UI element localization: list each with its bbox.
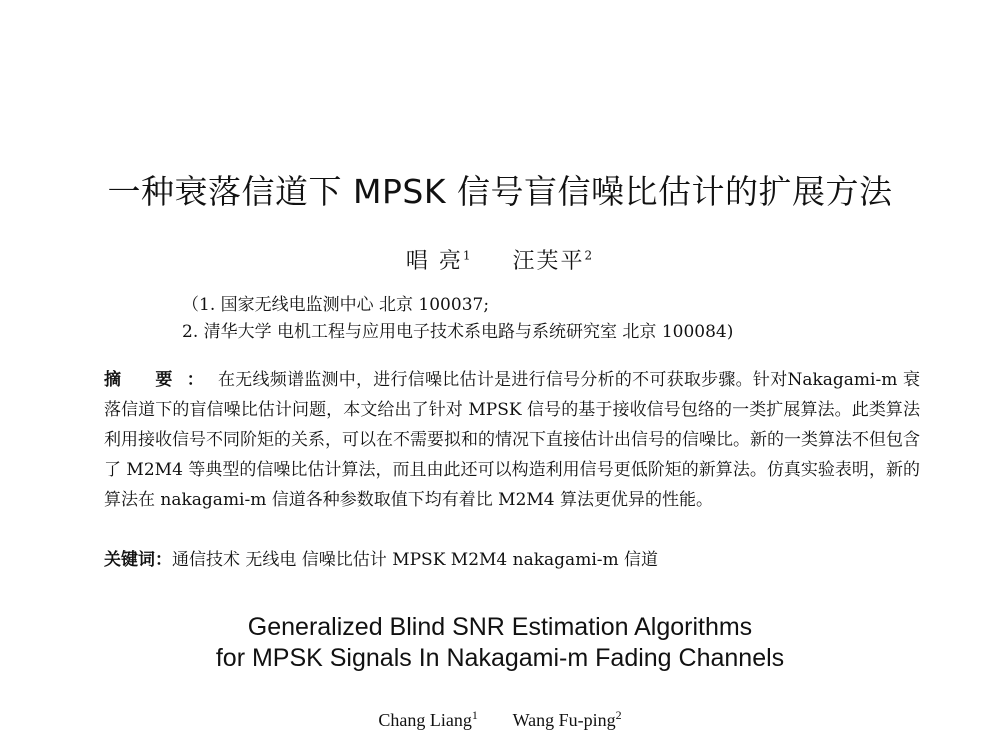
- authors-cn: [0, 244, 1000, 275]
- paper-title-en: [0, 612, 1000, 674]
- paper-title-cn: 一种衰落信道下 MPSK 信号盲信噪比估计的扩展方法: [107, 172, 893, 211]
- title-en-line-1: Generalized Blind SNR Estimation Algorithms: [247, 613, 753, 641]
- keywords-text: 通信技术 无线电 信噪比估计 MPSK M2M4 nakagami-m 信道: [172, 550, 659, 570]
- affiliation-1: （1. 国家无线电监测中心 北京 100037;: [182, 295, 490, 315]
- author-1-sup: 1: [462, 248, 473, 263]
- authors-en: [0, 708, 1000, 731]
- abstract-text: 在无线频谱监测中，进行信噪比估计是进行信号分析的不可获取步骤。针对Nakagami-m 衰落信道下的盲信噪比估计问题，本文给出了针对 MPSK 信号的基于接收信号包络的一类扩展算法。此类算法利用接收信号不同阶矩的关系，可以在不需要拟和的情况下直接估计出信号的信噪比。新的一类算法不但包含了 M2M4 等典型的信噪比估计算法，而且由此还可以构造利用信号更低阶矩的新算法。仿真实验表明，新的算法在 nakagami-m 信道各种参数取值下均有着比 M2M4 算法更优异的性能。: [104, 370, 920, 510]
- title-en-line-2: for MPSK Signals In Nakagami-m Fading Channels: [215, 644, 785, 672]
- author-1-name: 唱 亮: [405, 249, 463, 274]
- author-en-1-name: Chang Liang: [378, 710, 472, 730]
- author-2-name: 汪芙平: [512, 249, 585, 274]
- author-en-2-sup: 2: [615, 708, 622, 722]
- author-en-1-sup: 1: [471, 708, 478, 722]
- affiliations: [182, 292, 733, 346]
- keywords: [104, 545, 658, 570]
- abstract: [104, 365, 920, 515]
- author-2-sup: 2: [584, 248, 595, 263]
- author-en-2-name: Wang Fu-ping: [512, 710, 616, 730]
- keywords-label: 关键词：: [104, 550, 172, 570]
- affiliation-2: 2. 清华大学 电机工程与应用电子技术系电路与系统研究室 北京 100084): [182, 322, 734, 342]
- abstract-label: 摘 要：: [104, 370, 218, 390]
